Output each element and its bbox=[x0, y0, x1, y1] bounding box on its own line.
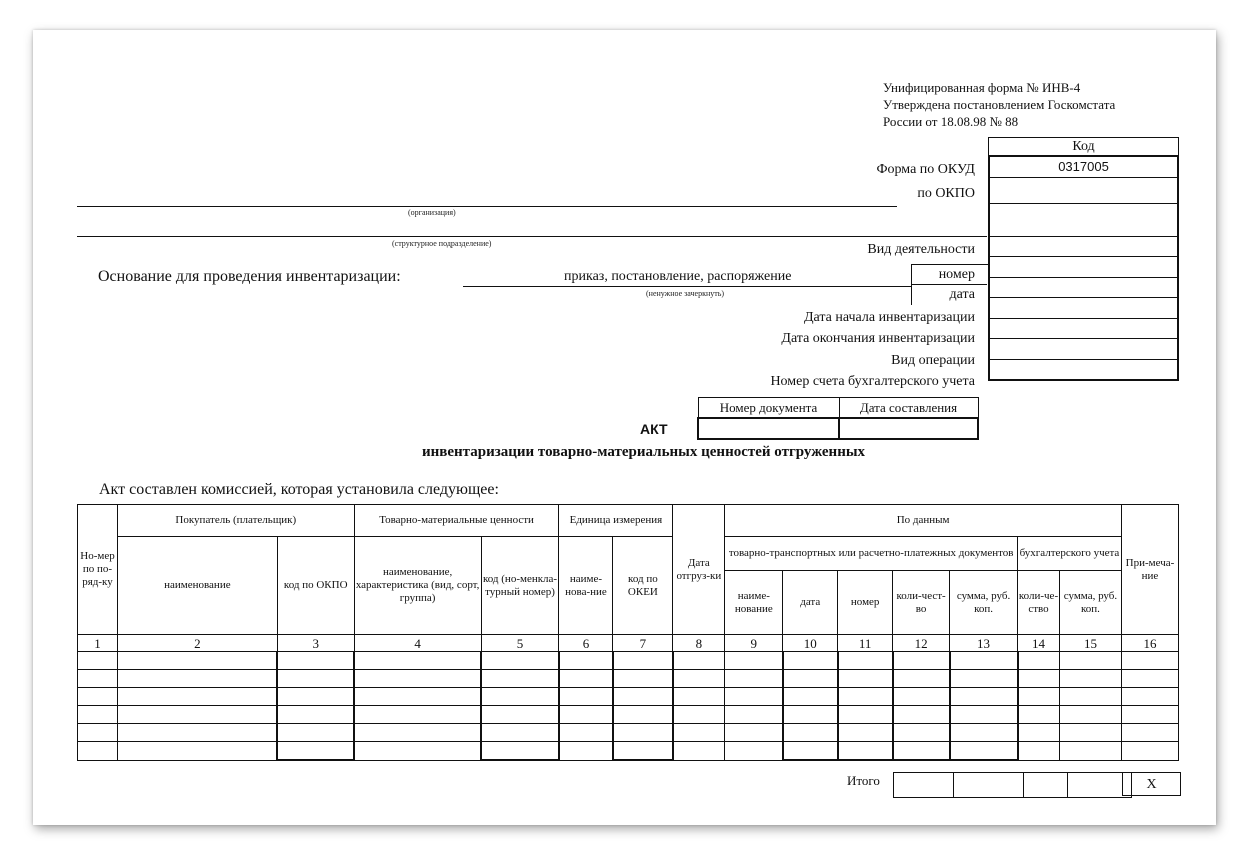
table-cell[interactable] bbox=[117, 688, 277, 706]
table-cell[interactable] bbox=[354, 688, 481, 706]
col-num-12: 12 bbox=[893, 635, 950, 652]
ship-date-header: Дата отгруз-ки bbox=[673, 505, 725, 635]
col-num-7: 7 bbox=[613, 635, 673, 652]
table-cell[interactable] bbox=[838, 742, 893, 761]
total-qty-cell[interactable] bbox=[894, 773, 954, 798]
activity-cell[interactable] bbox=[990, 237, 1177, 258]
table-cell[interactable] bbox=[1018, 706, 1060, 724]
table-cell[interactable] bbox=[783, 652, 838, 670]
col-num-9: 9 bbox=[725, 635, 783, 652]
transport-docs-header: товарно-транспортных или расчетно-платежных документов bbox=[725, 537, 1018, 571]
table-cell[interactable] bbox=[950, 706, 1018, 724]
doc-number-value[interactable] bbox=[698, 418, 839, 439]
act-title: АКТ bbox=[640, 421, 668, 437]
table-cell[interactable] bbox=[613, 688, 673, 706]
commission-text: Акт составлен комиссией, которая установила следующее: bbox=[99, 481, 499, 498]
table-cell[interactable] bbox=[838, 652, 893, 670]
table-cell[interactable] bbox=[117, 742, 277, 761]
table-cell[interactable] bbox=[838, 706, 893, 724]
table-cell[interactable] bbox=[277, 742, 354, 761]
table-cell[interactable] bbox=[783, 724, 838, 742]
table-row bbox=[78, 742, 1179, 761]
table-cell[interactable] bbox=[1059, 670, 1121, 688]
table-cell[interactable] bbox=[354, 652, 481, 670]
total-label: Итого bbox=[847, 773, 880, 788]
table-cell[interactable] bbox=[725, 652, 783, 670]
code-box bbox=[988, 137, 1179, 381]
table-cell[interactable] bbox=[1121, 706, 1178, 724]
start-date-cell[interactable] bbox=[990, 298, 1177, 319]
table-row bbox=[78, 670, 1179, 688]
goods-header: Товарно-материальные ценности bbox=[354, 505, 559, 537]
td-qty-header: коли-чест-во bbox=[893, 571, 950, 635]
table-cell[interactable] bbox=[559, 688, 613, 706]
col-num-3: 3 bbox=[277, 635, 354, 652]
table-cell[interactable] bbox=[1059, 652, 1121, 670]
table-cell[interactable] bbox=[725, 706, 783, 724]
table-cell[interactable] bbox=[78, 742, 118, 761]
col-num-10: 10 bbox=[783, 635, 838, 652]
table-cell[interactable] bbox=[354, 742, 481, 761]
number-cell[interactable] bbox=[990, 257, 1177, 278]
td-name-header: наиме-нование bbox=[725, 571, 783, 635]
subdivision-caption: (структурное подразделение) bbox=[392, 239, 492, 248]
table-cell[interactable] bbox=[1059, 688, 1121, 706]
col-num-14: 14 bbox=[1018, 635, 1060, 652]
date-cell[interactable] bbox=[990, 278, 1177, 299]
table-cell[interactable] bbox=[725, 688, 783, 706]
basis-options: приказ, постановление, распоряжение bbox=[564, 269, 792, 284]
col-num-8: 8 bbox=[673, 635, 725, 652]
total-acc-qty-cell[interactable] bbox=[1024, 773, 1068, 798]
table-cell[interactable] bbox=[893, 670, 950, 688]
table-cell[interactable] bbox=[277, 688, 354, 706]
table-cell[interactable] bbox=[725, 670, 783, 688]
table-cell[interactable] bbox=[481, 742, 559, 761]
table-cell[interactable] bbox=[78, 724, 118, 742]
code-box-title: Код bbox=[988, 137, 1179, 155]
col-num-15: 15 bbox=[1059, 635, 1121, 652]
table-cell[interactable] bbox=[783, 688, 838, 706]
col-num-4: 4 bbox=[354, 635, 481, 652]
start-date-label: Дата начала инвентаризации bbox=[803, 310, 975, 325]
table-cell[interactable] bbox=[838, 724, 893, 742]
table-cell[interactable] bbox=[725, 724, 783, 742]
table-cell[interactable] bbox=[1059, 742, 1121, 761]
table-cell[interactable] bbox=[78, 688, 118, 706]
table-cell[interactable] bbox=[725, 742, 783, 761]
table-row bbox=[78, 706, 1179, 724]
table-cell[interactable] bbox=[481, 706, 559, 724]
table-cell[interactable] bbox=[1121, 724, 1178, 742]
inventory-table bbox=[77, 504, 1179, 761]
table-cell[interactable] bbox=[1059, 724, 1121, 742]
table-cell[interactable] bbox=[277, 652, 354, 670]
okpo-cell[interactable] bbox=[990, 178, 1177, 204]
okud-value[interactable]: 0317005 bbox=[990, 157, 1177, 178]
form-line-2: Утверждена постановлением Госкомстата bbox=[883, 97, 1116, 112]
end-date-cell[interactable] bbox=[990, 319, 1177, 340]
table-cell[interactable] bbox=[783, 706, 838, 724]
table-cell[interactable] bbox=[78, 670, 118, 688]
number-date-divider bbox=[911, 284, 987, 285]
table-cell[interactable] bbox=[1059, 706, 1121, 724]
number-label: номер bbox=[938, 267, 975, 282]
date-label: дата bbox=[949, 287, 975, 302]
table-cell[interactable] bbox=[1018, 688, 1060, 706]
table-cell[interactable] bbox=[78, 706, 118, 724]
goods-code-header: код (но-менкла-турный номер) bbox=[481, 537, 559, 635]
by-data-header: По данным bbox=[725, 505, 1122, 537]
table-cell[interactable] bbox=[354, 706, 481, 724]
col-num-6: 6 bbox=[559, 635, 613, 652]
table-cell[interactable] bbox=[838, 670, 893, 688]
table-cell[interactable] bbox=[613, 742, 673, 761]
table-cell[interactable] bbox=[277, 670, 354, 688]
td-sum-header: сумма, руб. коп. bbox=[950, 571, 1018, 635]
table-cell[interactable] bbox=[481, 670, 559, 688]
unit-name-header: наиме-нова-ние bbox=[559, 537, 613, 635]
table-cell[interactable] bbox=[950, 670, 1018, 688]
col-num-1: 1 bbox=[78, 635, 118, 652]
end-date-label: Дата окончания инвентаризации bbox=[781, 331, 975, 346]
table-row bbox=[78, 688, 1179, 706]
table-cell[interactable] bbox=[1018, 652, 1060, 670]
table-cell[interactable] bbox=[673, 742, 725, 761]
subdivision-line[interactable] bbox=[77, 236, 987, 237]
acc-qty-header: коли-че-ство bbox=[1018, 571, 1060, 635]
table-cell[interactable] bbox=[1018, 742, 1060, 761]
operation-label: Вид операции bbox=[891, 353, 975, 368]
account-cell[interactable] bbox=[990, 360, 1177, 380]
table-cell[interactable] bbox=[1121, 688, 1178, 706]
table-row bbox=[78, 652, 1179, 670]
table-cell[interactable] bbox=[673, 652, 725, 670]
strike-note: (ненужное зачеркнуть) bbox=[646, 289, 725, 298]
table-cell[interactable] bbox=[117, 724, 277, 742]
total-sum-cell[interactable] bbox=[954, 773, 1024, 798]
table-cell[interactable] bbox=[117, 670, 277, 688]
doc-number-header: Номер документа bbox=[698, 398, 839, 419]
accounting-header: бухгалтерского учета bbox=[1018, 537, 1122, 571]
table-cell[interactable] bbox=[117, 706, 277, 724]
buyer-name-header: наименование bbox=[117, 537, 277, 635]
unit-okei-header: код по ОКЕИ bbox=[613, 537, 673, 635]
table-cell[interactable] bbox=[559, 670, 613, 688]
act-subtitle: инвентаризации товарно-материальных ценностей отгруженных bbox=[422, 444, 866, 460]
doc-date-value[interactable] bbox=[839, 418, 978, 439]
td-date-header: дата bbox=[783, 571, 838, 635]
table-cell[interactable] bbox=[893, 724, 950, 742]
okpo-label: по ОКПО bbox=[917, 186, 975, 201]
table-cell[interactable] bbox=[673, 724, 725, 742]
table-cell[interactable] bbox=[613, 724, 673, 742]
notes-header: При-меча-ние bbox=[1121, 505, 1178, 635]
table-cell[interactable] bbox=[78, 652, 118, 670]
col-num-5: 5 bbox=[481, 635, 559, 652]
col-number-header: Но-мер по по-ряд-ку bbox=[78, 505, 118, 635]
doc-date-header: Дата составления bbox=[839, 398, 978, 419]
table-cell[interactable] bbox=[950, 724, 1018, 742]
table-cell[interactable] bbox=[559, 742, 613, 761]
table-cell[interactable] bbox=[1018, 724, 1060, 742]
col-num-2: 2 bbox=[117, 635, 277, 652]
buyer-okpo-header: код по ОКПО bbox=[277, 537, 354, 635]
code-box-grid bbox=[988, 155, 1179, 381]
table-cell[interactable] bbox=[354, 670, 481, 688]
table-cell[interactable] bbox=[613, 670, 673, 688]
table-cell[interactable] bbox=[1121, 652, 1178, 670]
table-cell[interactable] bbox=[354, 724, 481, 742]
table-cell[interactable] bbox=[277, 724, 354, 742]
account-label: Номер счета бухгалтерского учета bbox=[770, 374, 975, 389]
table-cell[interactable] bbox=[1018, 670, 1060, 688]
table-cell[interactable] bbox=[673, 688, 725, 706]
td-number-header: номер bbox=[838, 571, 893, 635]
totals-row bbox=[893, 772, 1132, 798]
acc-sum-header: сумма, руб. коп. bbox=[1059, 571, 1121, 635]
table-cell[interactable] bbox=[559, 652, 613, 670]
table-row bbox=[78, 724, 1179, 742]
table-cell[interactable] bbox=[950, 652, 1018, 670]
table-cell[interactable] bbox=[673, 706, 725, 724]
table-cell[interactable] bbox=[481, 688, 559, 706]
form-line-1: Унифицированная форма № ИНВ-4 bbox=[883, 80, 1081, 95]
table-cell[interactable] bbox=[783, 742, 838, 761]
table-cell[interactable] bbox=[1121, 670, 1178, 688]
table-cell[interactable] bbox=[950, 742, 1018, 761]
doc-number-table bbox=[697, 397, 979, 440]
table-cell[interactable] bbox=[613, 706, 673, 724]
col-num-11: 11 bbox=[838, 635, 893, 652]
table-cell[interactable] bbox=[277, 706, 354, 724]
unit-header: Единица измерения bbox=[559, 505, 673, 537]
form-line-3: России от 18.08.98 № 88 bbox=[883, 114, 1019, 129]
activity-label: Вид деятельности bbox=[867, 242, 975, 257]
table-cell[interactable] bbox=[1121, 742, 1178, 761]
table-cell[interactable] bbox=[893, 652, 950, 670]
organization-caption: (организация) bbox=[408, 208, 456, 217]
table-cell[interactable] bbox=[893, 688, 950, 706]
table-cell[interactable] bbox=[783, 670, 838, 688]
operation-cell[interactable] bbox=[990, 339, 1177, 360]
table-cell[interactable] bbox=[117, 652, 277, 670]
table-cell[interactable] bbox=[613, 652, 673, 670]
total-x-mark: Х bbox=[1122, 772, 1181, 796]
buyer-header: Покупатель (плательщик) bbox=[117, 505, 354, 537]
col-num-16: 16 bbox=[1121, 635, 1178, 652]
table-cell[interactable] bbox=[893, 742, 950, 761]
table-cell[interactable] bbox=[559, 706, 613, 724]
okud-label: Форма по ОКУД bbox=[876, 162, 975, 177]
basis-label: Основание для проведения инвентаризации: bbox=[98, 268, 401, 285]
organization-line[interactable] bbox=[77, 206, 897, 207]
table-cell[interactable] bbox=[950, 688, 1018, 706]
table-cell[interactable] bbox=[481, 724, 559, 742]
col-num-13: 13 bbox=[950, 635, 1018, 652]
table-cell[interactable] bbox=[673, 670, 725, 688]
basis-line[interactable] bbox=[463, 286, 911, 287]
goods-name-header: наименование, характеристика (вид, сорт, группа) bbox=[354, 537, 481, 635]
table-cell[interactable] bbox=[559, 724, 613, 742]
table-cell[interactable] bbox=[481, 652, 559, 670]
table-cell[interactable] bbox=[838, 688, 893, 706]
okpo-cell-2[interactable] bbox=[990, 204, 1177, 237]
table-cell[interactable] bbox=[893, 706, 950, 724]
